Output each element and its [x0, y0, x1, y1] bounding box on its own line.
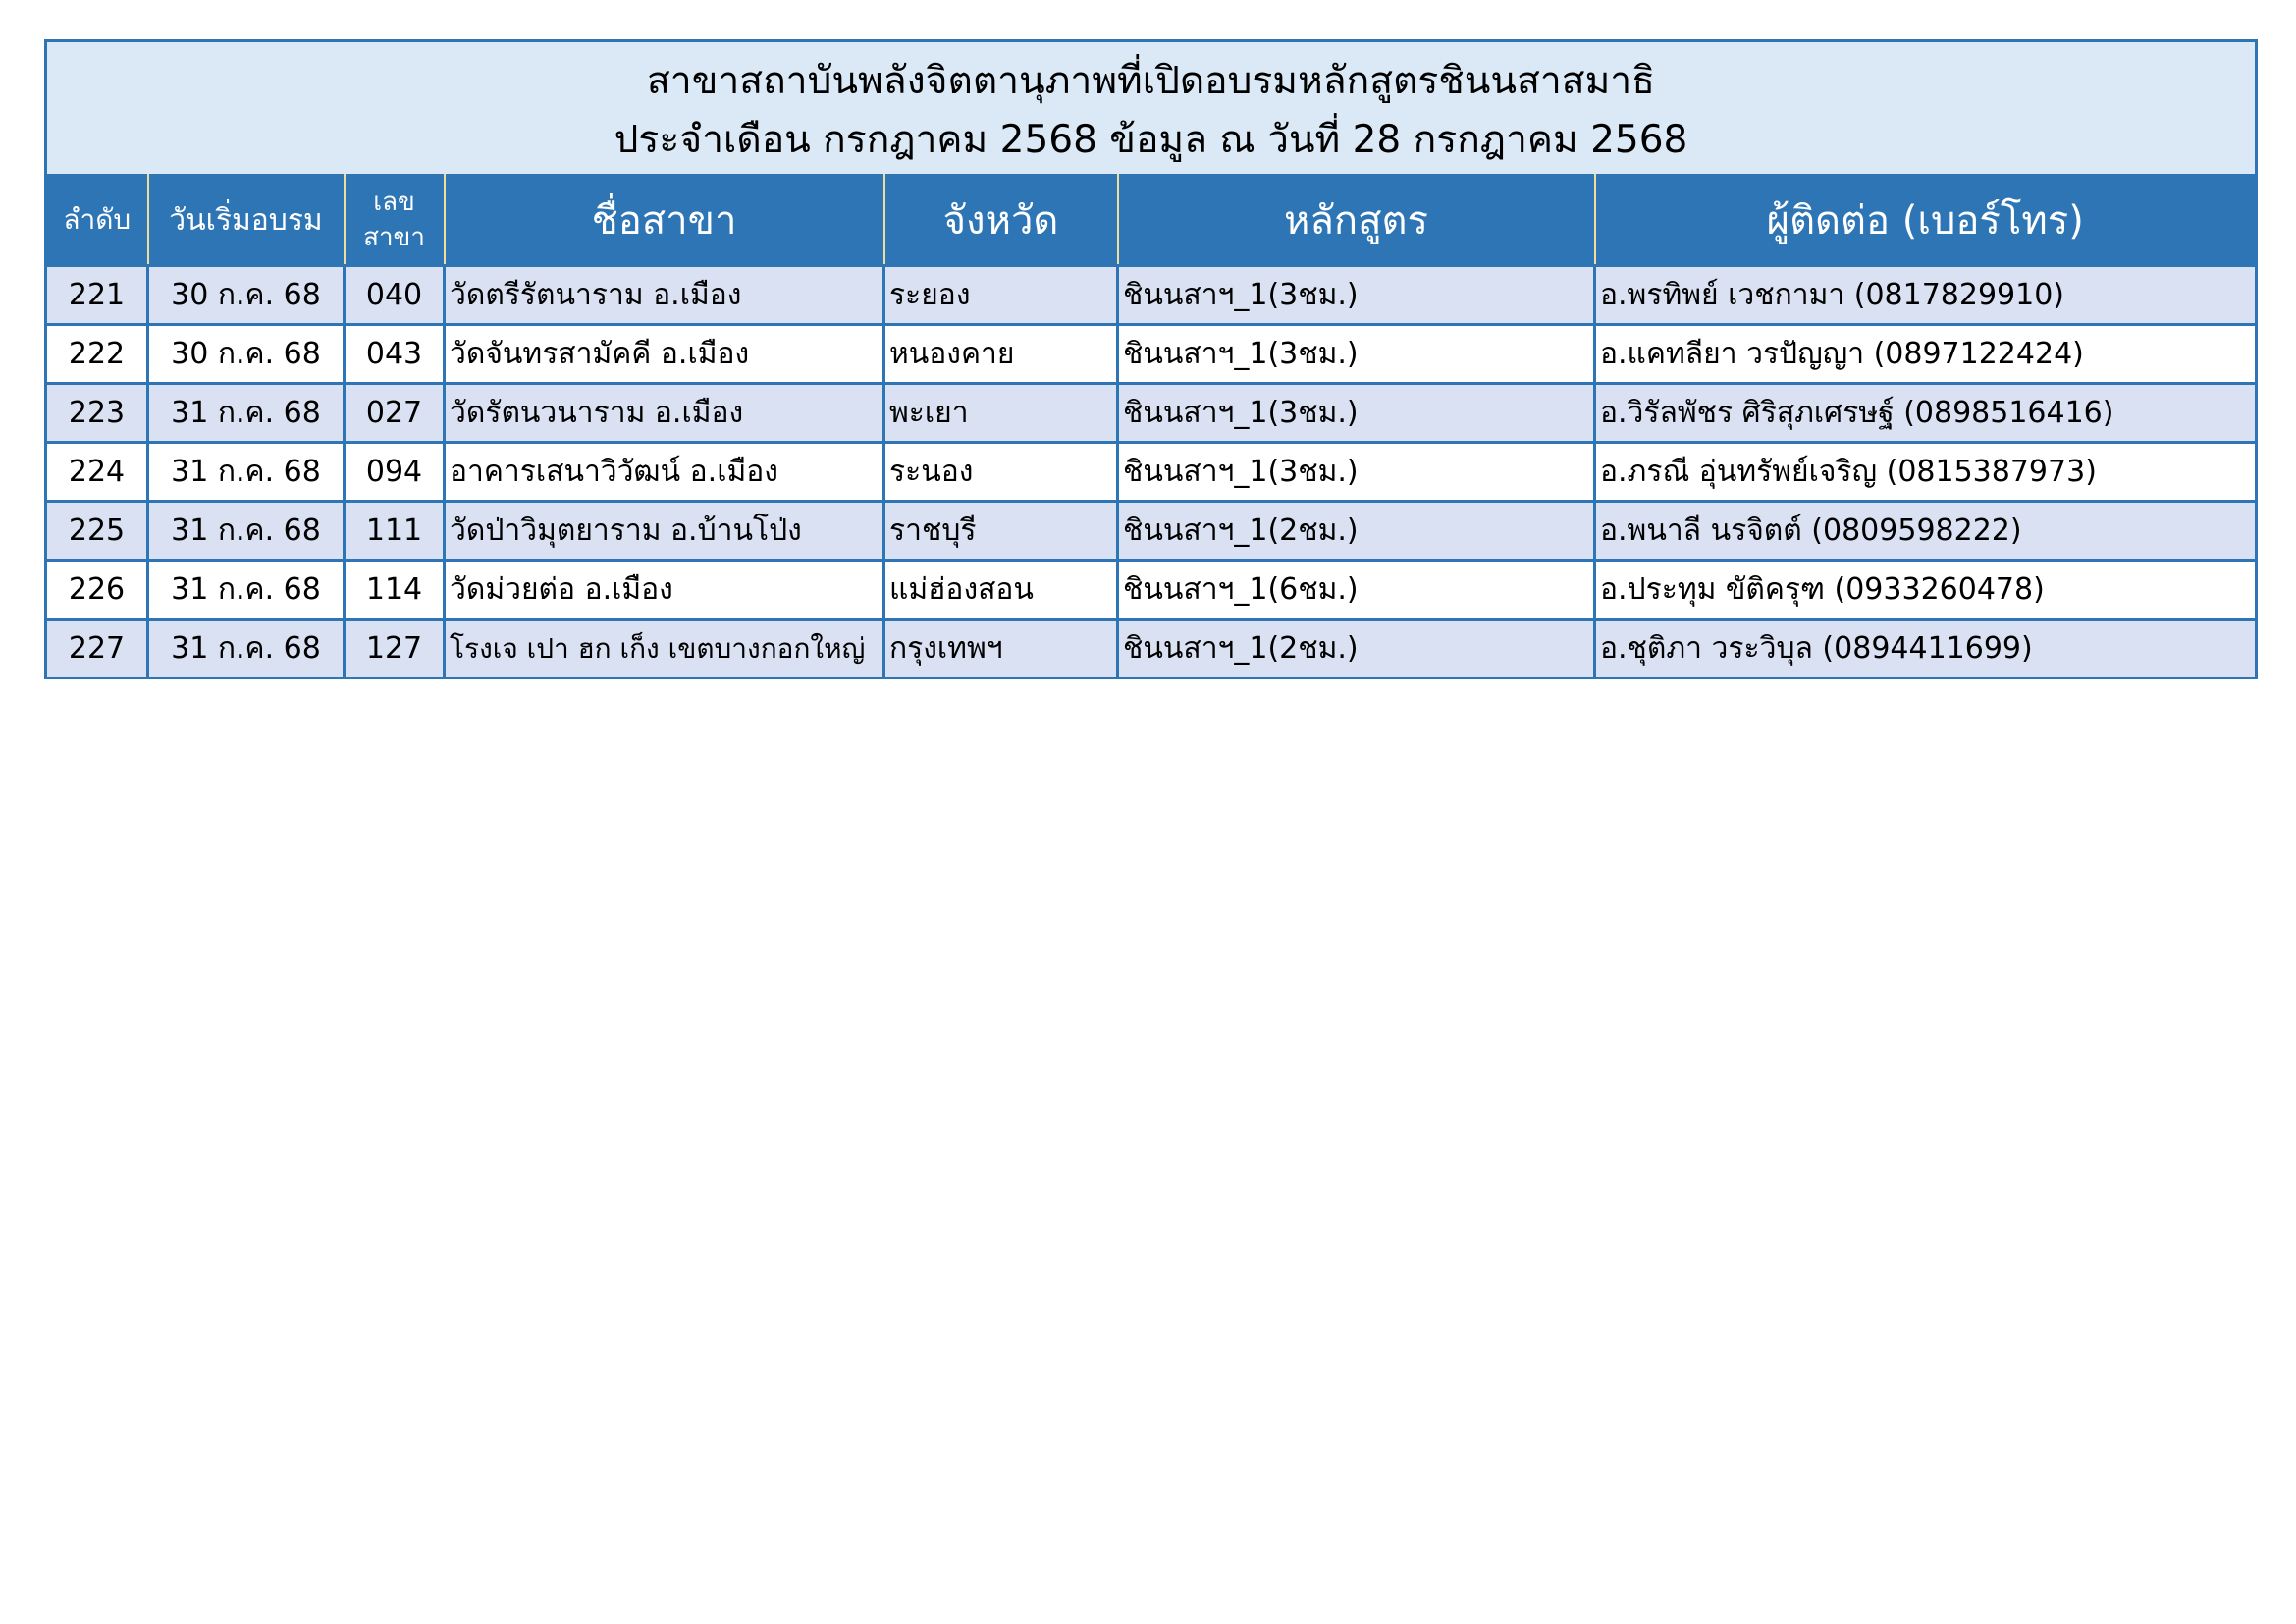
cell-start-date: 31 ก.ค. 68 — [148, 443, 345, 502]
table-row — [46, 561, 2257, 620]
column-header-branch-name: ชื่อสาขา — [445, 175, 884, 266]
cell-start-date: 31 ก.ค. 68 — [148, 561, 345, 620]
cell-branch-no: 040 — [345, 266, 445, 325]
table-row — [46, 266, 2257, 325]
cell-branch-name: วัดรัตนวนาราม อ.เมือง — [445, 384, 884, 443]
cell-branch-no: 114 — [345, 561, 445, 620]
cell-course: ชินนสาฯ_1(3ชม.) — [1118, 384, 1595, 443]
cell-start-date: 31 ก.ค. 68 — [148, 620, 345, 678]
cell-branch-no: 094 — [345, 443, 445, 502]
cell-course: ชินนสาฯ_1(3ชม.) — [1118, 325, 1595, 384]
cell-seq: 225 — [46, 502, 148, 561]
title-row — [46, 41, 2257, 176]
document-title: สาขาสถาบันพลังจิตตานุภาพที่เปิดอบรมหลักสูตรชินนสาสมาธิ — [647, 59, 1655, 103]
cell-contact: อ.ประทุม ขัติครุฑ (0933260478) — [1595, 561, 2257, 620]
cell-province: ราชบุรี — [884, 502, 1118, 561]
cell-seq: 224 — [46, 443, 148, 502]
cell-seq: 227 — [46, 620, 148, 678]
cell-seq: 223 — [46, 384, 148, 443]
cell-branch-name: วัดป่าวิมุตยาราม อ.บ้านโป่ง — [445, 502, 884, 561]
cell-province: พะเยา — [884, 384, 1118, 443]
cell-province: หนองคาย — [884, 325, 1118, 384]
column-header-row — [46, 175, 2257, 266]
table-row — [46, 325, 2257, 384]
column-header-branch-no — [345, 175, 445, 266]
cell-branch-no: 027 — [345, 384, 445, 443]
cell-contact: อ.ชุติภา วระวิบุล (0894411699) — [1595, 620, 2257, 678]
table-row — [46, 502, 2257, 561]
cell-province: ระยอง — [884, 266, 1118, 325]
cell-branch-no: 127 — [345, 620, 445, 678]
cell-contact: อ.พนาลี นรจิตต์ (0809598222) — [1595, 502, 2257, 561]
cell-course: ชินนสาฯ_1(3ชม.) — [1118, 443, 1595, 502]
cell-contact: อ.วิรัลพัชร ศิริสุภเศรษฐ์ (0898516416) — [1595, 384, 2257, 443]
cell-contact: อ.แคทลียา วรปัญญา (0897122424) — [1595, 325, 2257, 384]
column-header-course: หลักสูตร — [1118, 175, 1595, 266]
cell-course: ชินนสาฯ_1(3ชม.) — [1118, 266, 1595, 325]
cell-branch-no: 111 — [345, 502, 445, 561]
table-row — [46, 443, 2257, 502]
column-header-seq: ลำดับ — [46, 175, 148, 266]
cell-branch-name: อาคารเสนาวิวัฒน์ อ.เมือง — [445, 443, 884, 502]
table-row — [46, 384, 2257, 443]
cell-course: ชินนสาฯ_1(2ชม.) — [1118, 502, 1595, 561]
column-header-province: จังหวัด — [884, 175, 1118, 266]
title-cell — [46, 41, 2257, 176]
document-page — [44, 39, 2255, 679]
column-header-start-date: วันเริ่มอบรม — [148, 175, 345, 266]
cell-course: ชินนสาฯ_1(2ชม.) — [1118, 620, 1595, 678]
cell-contact: อ.พรทิพย์ เวชกามา (0817829910) — [1595, 266, 2257, 325]
cell-province: แม่ฮ่องสอน — [884, 561, 1118, 620]
column-header-branch-no-line2: สาขา — [363, 223, 425, 252]
cell-province: กรุงเทพฯ — [884, 620, 1118, 678]
cell-branch-name: โรงเจ เปา ฮก เก็ง เขตบางกอกใหญ่ — [445, 620, 884, 678]
column-header-contact: ผู้ติดต่อ (เบอร์โทร) — [1595, 175, 2257, 266]
cell-seq: 226 — [46, 561, 148, 620]
cell-start-date: 31 ก.ค. 68 — [148, 384, 345, 443]
cell-branch-name: วัดตรีรัตนาราม อ.เมือง — [445, 266, 884, 325]
cell-contact: อ.ภรณี อุ่นทรัพย์เจริญ (0815387973) — [1595, 443, 2257, 502]
table-row — [46, 620, 2257, 678]
cell-course: ชินนสาฯ_1(6ชม.) — [1118, 561, 1595, 620]
cell-branch-name: วัดม่วยต่อ อ.เมือง — [445, 561, 884, 620]
cell-start-date: 30 ก.ค. 68 — [148, 266, 345, 325]
cell-branch-no: 043 — [345, 325, 445, 384]
cell-province: ระนอง — [884, 443, 1118, 502]
cell-start-date: 31 ก.ค. 68 — [148, 502, 345, 561]
training-schedule-table — [44, 39, 2258, 679]
cell-seq: 221 — [46, 266, 148, 325]
column-header-branch-no-line1: เลข — [373, 188, 415, 217]
cell-seq: 222 — [46, 325, 148, 384]
cell-branch-name: วัดจันทรสามัคคี อ.เมือง — [445, 325, 884, 384]
cell-start-date: 30 ก.ค. 68 — [148, 325, 345, 384]
document-subtitle: ประจำเดือน กรกฎาคม 2568 ข้อมูล ณ วันที่ 28 กรกฎาคม 2568 — [614, 118, 1688, 162]
